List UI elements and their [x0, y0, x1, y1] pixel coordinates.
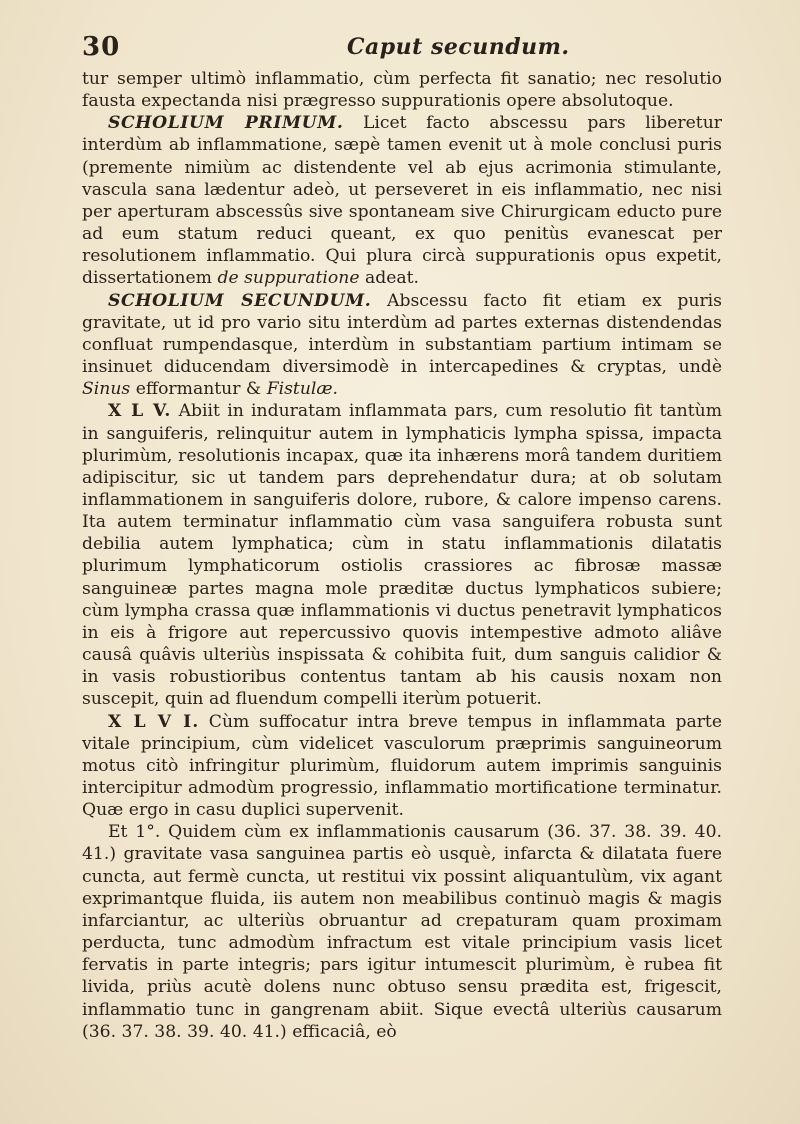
- emphasis-text: de suppuratione: [217, 268, 360, 289]
- paragraph-text: Licet facto abscessu pars liberetur interdùm ab inflammatione, sæpè tamen evenit ut à mole conclusi puris (premente nimiùm ac distendente vel ab ejus acrimonia stimulante, vascula sana lædentur adeò, ut perseveret in eis inflammatio, nec nisi per aperturam abscessûs sive spontaneam sive Chirurgicam educto pure ad eum statum reduci queant, ex quo penitùs evanescat per resolutionem inflammatio. Qui plura circà suppurationis opus expetit, dissertationem: [82, 113, 722, 289]
- paragraph-text: efformantur &: [130, 379, 267, 400]
- scholium-primum: [82, 112, 722, 289]
- paragraph-text: Abiit in induratam inflammata pars, cum resolutio fit tantùm in sanguiferis, relinquitur autem in lymphaticis lympha spissa, impacta plurimùm, resolutionis incapax, quæ ita inhærens morâ tandem duritiem adipiscitur, sic ut tandem pars deprehendatur dura; at ob solutam inflammationem in sanguiferis dolore, rubore, & calore impenso carens. Ita autem terminatur inflammatio cùm vasa sanguifera robusta sunt debilia autem lymphatica; cùm in statu inflammationis dilatatis plurimum lymphaticorum ostiolis crassiores ac fibrosæ massæ sanguineæ partes magna mole præditæ ductus lymphaticos subiere; cùm lympha crassa quæ inflammationis vi ductus penetravit lymphaticos in eis à frigore aut repercussivo quovis intempestive admoto aliâve causâ quâvis ulteriùs inspissata & cohibita fuit, dum sanguis calidior & in vasis robustioribus contentus tantam ab his causis noxam non suscepit, quin ad fluendum compelli iterùm potuerit.: [82, 401, 722, 710]
- paragraph-text: adeat.: [359, 268, 420, 289]
- paragraph-text: Et 1°. Quidem cùm ex inflammationis causarum (36. 37. 38. 39. 40. 41.) gravitate vasa sanguinea partis eò usquè, infarcta & dilatata fuere cuncta, aut fermè cuncta, ut restitui vix possint aliquantulùm, vix agant exprimantque fluida, iis autem non meabilibus continuò magis & magis infarciantur, ac ulteriùs obruantur ad crepaturam quam proximam perducta, tunc admodùm infractum est vitale principium vasis licet fervatis in parte integris; pars igitur intumescit plurimùm, è rubea fit livida, priùs acutè dolens nunc obtuso sensu prædita est, frigescit, inflammatio tunc in gangrenam abiit. Sique evectâ ulteriùs causarum (36. 37. 38. 39. 40. 41.) efficaciâ, eò: [82, 822, 722, 1042]
- running-title: Caput secundum.: [347, 34, 570, 60]
- paragraph: [82, 821, 722, 1043]
- scholium-heading: SCHOLIUM SECUNDUM.: [108, 290, 372, 311]
- paragraph-text: Cùm suffocatur intra breve tempus in inflammata parte vitale principium, cùm videlicet vasculorum præprimis sanguineorum motus citò infringitur plurimùm, fluidorum autem imprimis sanguinis intercipitur admodùm progressio, inflammatio mortificatione terminatur. Quæ ergo in casu duplici supervenit.: [82, 711, 722, 821]
- scholium-heading: SCHOLIUM PRIMUM.: [108, 113, 344, 134]
- paragraph-text: tur semper ultimò inflammatio, cùm perfecta fit sanatio; nec resolutio fausta expectanda nisi prægresso suppurationis opere absolutoque.: [82, 69, 722, 112]
- section-45: [82, 400, 722, 710]
- page-header: [82, 32, 722, 62]
- section-number: X L V I.: [108, 711, 200, 732]
- paragraph: [82, 68, 722, 112]
- section-number: X L V.: [108, 401, 172, 422]
- page-number: 30: [82, 32, 121, 62]
- paragraph-text: Abscessu facto fit etiam ex puris gravitate, ut id pro vario situ interdùm ad partes externas distendendas confluat rumpendasque, interdùm in substantiam partium intimam se insinuet diducendam diversimodè in intercapedines & cryptas, undè: [82, 290, 722, 378]
- section-46: [82, 711, 722, 822]
- emphasis-text: Fistulæ.: [266, 379, 339, 400]
- scholium-secundum: [82, 290, 722, 401]
- emphasis-text: Sinus: [82, 379, 131, 400]
- body-text: [82, 68, 722, 1043]
